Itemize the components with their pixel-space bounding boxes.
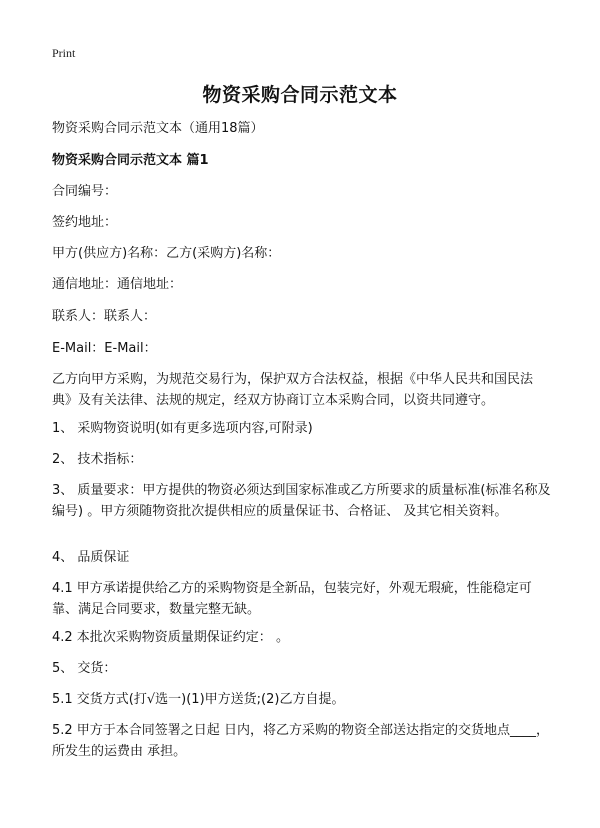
parties-field: 甲方(供应方)名称：乙方(采购方)名称： [52,246,281,261]
contract-number-field: 合同编号： [52,184,118,199]
clause-3: 3、 质量要求：甲方提供的物资必须达到国家标准或乙方所要求的质量标准(标准名称及编号) 。甲方须随物资批次提供相应的质量保证书、合格证、 及其它相关资料。 [52,483,551,519]
clause-4: 4、 品质保证 [52,550,130,565]
contact-field: 联系人：联系人： [52,309,157,324]
print-label[interactable]: Print [52,46,76,60]
clause-4-2: 4.2 本批次采购物资质量期保证约定： 。 [52,630,289,645]
address-field: 通信地址：通信地址： [52,277,183,292]
document-title: 物资采购合同示范文本 [202,84,398,106]
email-field: E-Mail：E-Mail： [52,341,157,356]
clause-5: 5、 交货： [52,661,117,676]
clause-2: 2、 技术指标： [52,452,143,467]
clause-1: 1、 采购物资说明(如有更多选项内容,可附录) [52,421,313,436]
document-subtitle: 物资采购合同示范文本（通用18篇） [52,121,264,136]
sign-place-field: 签约地址： [52,215,118,230]
clause-5-2: 5.2 甲方于本合同签署之日起 日内，将乙方采购的物资全部送达指定的交货地点____，所发生的运费由 承担。 [52,723,549,759]
section-heading: 物资采购合同示范文本 篇1 [52,153,209,168]
clause-5-1: 5.1 交货方式(打√选一)(1)甲方送货;(2)乙方自提。 [52,692,345,707]
clause-4-1: 4.1 甲方承诺提供给乙方的采购物资是全新品，包装完好，外观无瑕疵，性能稳定可靠、满足合同要求，数量完整无缺。 [52,581,532,617]
intro-paragraph: 乙方向甲方采购，为规范交易行为，保护双方合法权益，根据《中华人民共和国民法典》及有关法律、法规的规定，经双方协商订立本采购合同，以资共同遵守。 [52,372,534,408]
